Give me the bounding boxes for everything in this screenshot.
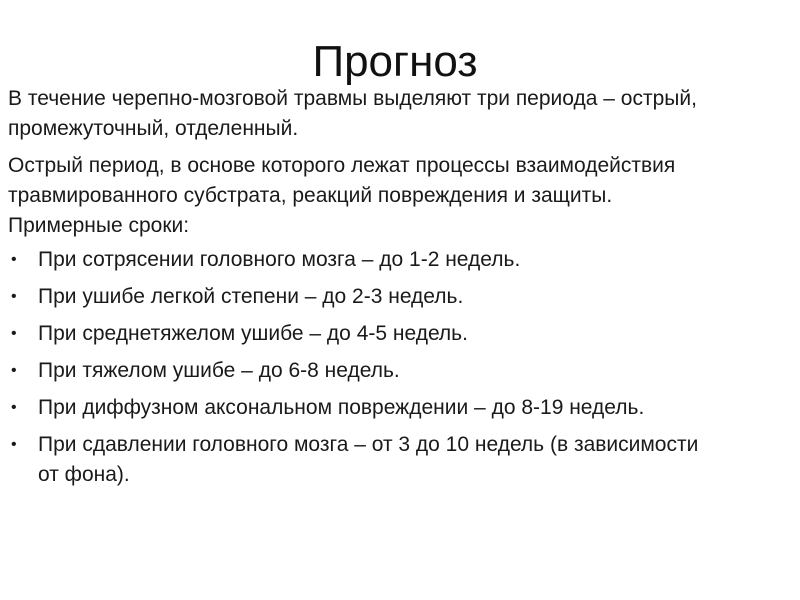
list-item-text: При тяжелом ушибе – до 6-8 недель.	[38, 359, 400, 382]
list-item	[8, 319, 708, 349]
bullet-icon: •	[11, 325, 17, 342]
list-item	[8, 430, 708, 490]
list-item-text: При сотрясении головного мозга – до 1-2 недель.	[38, 248, 521, 271]
bullet-icon: •	[11, 399, 17, 416]
bullet-icon: •	[11, 251, 17, 268]
list-item-text: При сдавлении головного мозга – от 3 до 10 недель (в зависимости от фона).	[38, 433, 699, 486]
slide-body	[8, 84, 708, 490]
list-item-text: При среднетяжелом ушибе – до 4-5 недель.	[38, 322, 468, 345]
list-item-text: При диффузном аксональном повреждении – до 8-19 недель.	[38, 396, 645, 419]
list-item	[8, 356, 708, 386]
bullet-icon: •	[11, 436, 17, 453]
slide-title: Прогноз	[312, 37, 478, 86]
timeframe-list	[8, 245, 708, 490]
list-item	[8, 393, 708, 423]
intro-paragraph: В течение черепно-мозговой травмы выделяют три периода – острый, промежуточный, отделенный.	[8, 87, 697, 140]
list-item	[8, 245, 708, 275]
bullet-icon: •	[11, 288, 17, 305]
list-item	[8, 282, 708, 312]
bullet-icon: •	[11, 362, 17, 379]
list-item-text: При ушибе легкой степени – до 2-3 недель.	[38, 285, 464, 308]
acute-period-paragraph: Острый период, в основе которого лежат процессы взаимодействия травмированного субстрата, реакций повреждения и защиты. Примерные сроки:	[8, 154, 676, 237]
